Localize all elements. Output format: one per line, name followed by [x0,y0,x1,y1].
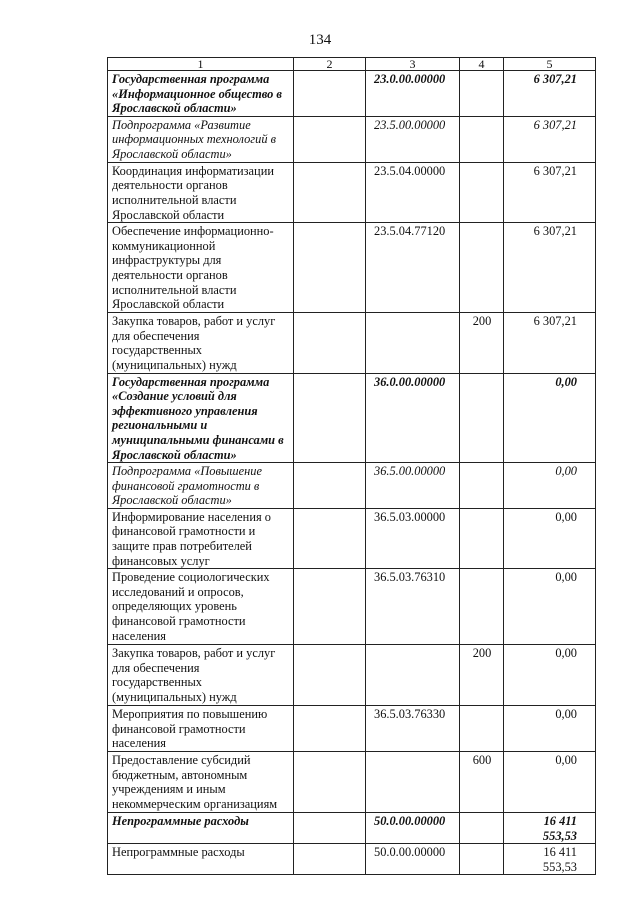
table-row [108,844,596,875]
table-row [108,463,596,509]
row-code: 36.5.03.76310 [366,569,460,645]
row-expense-type [460,569,504,645]
table-row [108,508,596,568]
row-expense-type [460,116,504,162]
row-code: 23.5.00.00000 [366,116,460,162]
row-col2 [294,569,366,645]
row-amount: 6 307,21 [504,71,596,117]
row-expense-type [460,463,504,509]
row-name: Государственная программа «Создание условий для эффективного управления региональными и муниципальными финансами в Ярославской области» [108,373,294,463]
row-name: Проведение социологических исследований и опросов, определяющих уровень финансовой грамотности населения [108,569,294,645]
row-amount: 6 307,21 [504,313,596,373]
table-row [108,752,596,813]
row-amount: 0,00 [504,569,596,645]
row-amount: 0,00 [504,508,596,568]
table-row [108,645,596,706]
row-col2 [294,508,366,568]
table-row [108,569,596,645]
table-row [108,223,596,313]
row-amount: 6 307,21 [504,116,596,162]
row-amount: 16 411 553,53 [504,844,596,875]
row-amount: 0,00 [504,373,596,463]
row-expense-type [460,162,504,222]
expenditure-table [107,57,596,875]
row-col2 [294,463,366,509]
row-amount: 0,00 [504,463,596,509]
row-name: Государственная программа «Информационное общество в Ярославской области» [108,71,294,117]
table-row [108,706,596,752]
page-number: 134 [308,32,332,48]
row-expense-type [460,71,504,117]
row-expense-type [460,373,504,463]
row-col2 [294,813,366,844]
row-name: Подпрограмма «Развитие информационных технологий в Ярославской области» [108,116,294,162]
row-col2 [294,373,366,463]
row-amount: 0,00 [504,752,596,813]
row-expense-type [460,813,504,844]
row-col2 [294,116,366,162]
table-header-row [108,58,596,71]
row-code: 23.0.00.00000 [366,71,460,117]
row-expense-type [460,508,504,568]
row-col2 [294,752,366,813]
row-code: 36.5.03.76330 [366,706,460,752]
row-amount: 6 307,21 [504,223,596,313]
row-amount: 16 411 553,53 [504,813,596,844]
row-col2 [294,162,366,222]
header-col-2: 2 [294,58,366,71]
row-code: 50.0.00.00000 [366,813,460,844]
row-name: Непрограммные расходы [108,844,294,875]
row-code: 23.5.04.00000 [366,162,460,222]
row-name: Непрограммные расходы [108,813,294,844]
row-code: 50.0.00.00000 [366,844,460,875]
row-amount: 0,00 [504,706,596,752]
table-row [108,116,596,162]
row-name: Закупка товаров, работ и услуг для обеспечения государственных (муниципальных) нужд [108,313,294,373]
header-col-1: 1 [108,58,294,71]
row-col2 [294,844,366,875]
row-expense-type: 600 [460,752,504,813]
row-amount: 0,00 [504,645,596,706]
row-code: 23.5.04.77120 [366,223,460,313]
row-code: 36.5.00.00000 [366,463,460,509]
row-col2 [294,71,366,117]
row-name: Координация информатизации деятельности органов исполнительной власти Ярославской области [108,162,294,222]
row-code: 36.5.03.00000 [366,508,460,568]
row-name: Информирование населения о финансовой грамотности и защите прав потребителей финансовых услуг [108,508,294,568]
table-row [108,813,596,844]
row-col2 [294,223,366,313]
row-expense-type [460,844,504,875]
table-row [108,373,596,463]
row-name: Закупка товаров, работ и услуг для обеспечения государственных (муниципальных) нужд [108,645,294,706]
row-name: Мероприятия по повышению финансовой грамотности населения [108,706,294,752]
header-col-4: 4 [460,58,504,71]
row-code [366,313,460,373]
row-expense-type: 200 [460,313,504,373]
row-expense-type [460,706,504,752]
table-row [108,162,596,222]
row-col2 [294,313,366,373]
row-col2 [294,645,366,706]
row-expense-type [460,223,504,313]
table-row [108,71,596,117]
row-amount: 6 307,21 [504,162,596,222]
table-row [108,313,596,373]
row-expense-type: 200 [460,645,504,706]
header-col-5: 5 [504,58,596,71]
row-code [366,645,460,706]
header-col-3: 3 [366,58,460,71]
row-name: Обеспечение информационно-коммуникационной инфраструктуры для деятельности органов исполнительной власти Ярославской области [108,223,294,313]
row-code [366,752,460,813]
row-name: Предоставление субсидий бюджетным, автономным учреждениям и иным некоммерческим организациям [108,752,294,813]
row-code: 36.0.00.00000 [366,373,460,463]
row-name: Подпрограмма «Повышение финансовой грамотности в Ярославской области» [108,463,294,509]
row-col2 [294,706,366,752]
